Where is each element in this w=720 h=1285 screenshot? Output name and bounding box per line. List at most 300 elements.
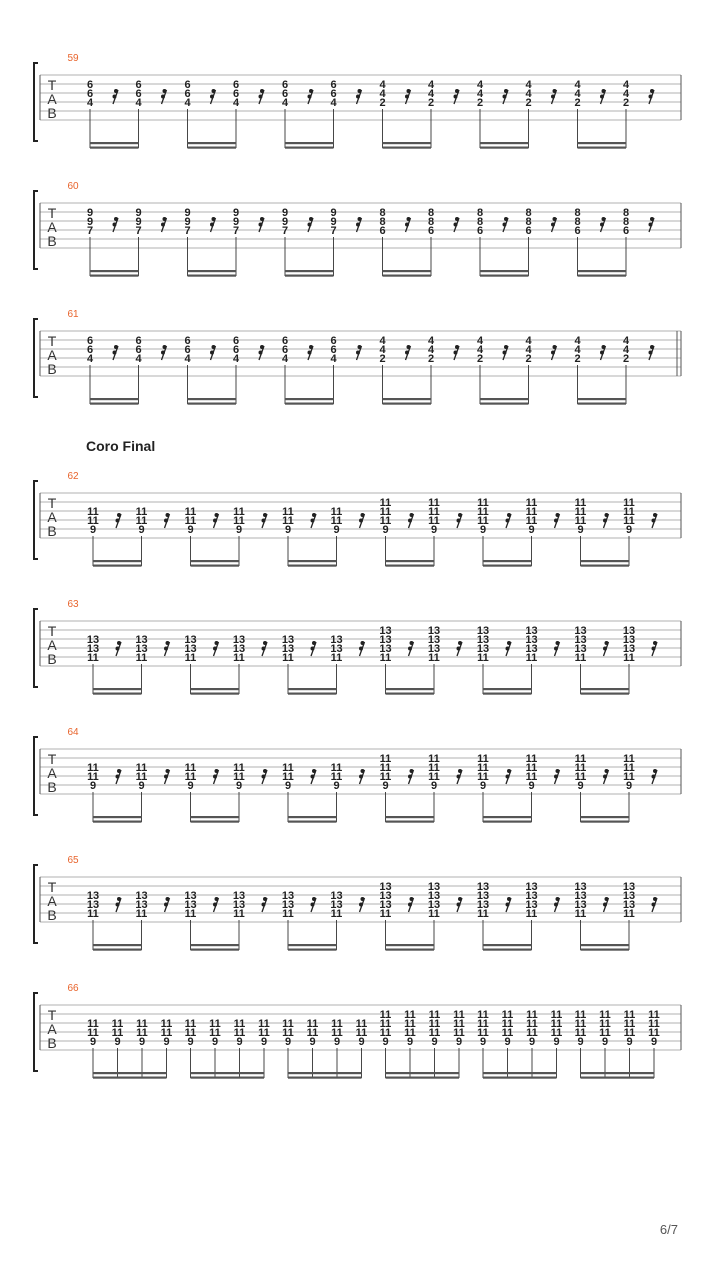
rest-flag-dot — [603, 647, 607, 651]
beam-primary — [188, 275, 237, 277]
fret-number: 7 — [135, 225, 142, 237]
tab-clef-b: B — [47, 233, 57, 249]
fret-number: 13 — [476, 634, 490, 646]
fret-number: 11 — [525, 515, 538, 527]
fret-number: 13 — [281, 643, 295, 655]
beam-primary — [483, 821, 532, 823]
fret-number: 11 — [525, 506, 538, 518]
rest-flag-dot — [358, 217, 362, 221]
rest-flag-dot — [408, 519, 412, 523]
rest-flag-dot — [166, 641, 170, 645]
beam-secondary — [383, 398, 432, 400]
beam-secondary — [188, 398, 237, 400]
fret-number: 9 — [86, 207, 94, 219]
rest-flag-dot — [359, 775, 363, 779]
beam-primary — [386, 1077, 460, 1079]
system-bracket — [34, 319, 38, 397]
fret-number: 11 — [87, 771, 99, 783]
fret-number: 4 — [622, 335, 630, 347]
rest-flag-dot — [650, 345, 654, 349]
fret-number: 9 — [333, 524, 340, 536]
tab-system-60 — [34, 181, 681, 277]
beam-primary — [188, 403, 237, 405]
rest-flag-dot — [603, 775, 607, 779]
fret-number: 13 — [184, 899, 197, 911]
rest-flag-dot — [312, 897, 316, 901]
fret-number: 13 — [525, 634, 538, 646]
rest-flag-dot — [359, 519, 363, 523]
rest-flag-dot — [554, 519, 558, 523]
rest-flag-dot — [311, 903, 315, 907]
fret-number: 13 — [135, 899, 148, 911]
beam-primary — [191, 821, 240, 823]
fret-number: 9 — [284, 1036, 292, 1048]
tab-system-64 — [34, 727, 681, 823]
rest-flag-dot — [649, 351, 653, 355]
measure-number: 64 — [67, 727, 79, 738]
rest-flag-dot — [602, 217, 606, 221]
measure-number: 61 — [67, 309, 79, 320]
fret-number: 4 — [86, 97, 94, 109]
rest-flag-dot — [553, 89, 557, 93]
fret-number: 11 — [526, 1009, 538, 1021]
fret-number: 9 — [284, 780, 292, 792]
fret-number: 4 — [281, 97, 289, 109]
fret-number: 9 — [431, 1036, 438, 1048]
fret-number: 11 — [355, 1018, 368, 1030]
fret-number: 6 — [135, 79, 142, 91]
rest-flag-dot — [652, 775, 656, 779]
fret-number: 4 — [525, 335, 532, 347]
fret-number: 11 — [135, 908, 148, 920]
fret-number: 8 — [379, 216, 386, 228]
beam-primary — [191, 693, 240, 695]
fret-number: 4 — [427, 335, 435, 347]
rest-flag-dot — [262, 519, 266, 523]
rest-flag-dot — [504, 217, 508, 221]
rest-flag-dot — [166, 769, 170, 773]
beam-secondary — [483, 944, 532, 946]
tab-clef-t: T — [47, 879, 57, 895]
fret-number: 11 — [379, 908, 392, 920]
rest-flag-dot — [410, 897, 414, 901]
fret-number: 11 — [623, 1027, 636, 1039]
rest-flag-dot — [649, 95, 653, 99]
beam-secondary — [191, 688, 240, 690]
rest-flag-dot — [405, 223, 409, 227]
rest-flag-dot — [407, 217, 411, 221]
fret-number: 13 — [622, 634, 636, 646]
beam-primary — [581, 949, 630, 951]
rest-flag-dot — [262, 775, 266, 779]
tab-clef-b: B — [47, 651, 57, 667]
fret-number: 11 — [623, 771, 635, 783]
fret-number: 6 — [86, 79, 94, 91]
fret-number: 11 — [453, 1018, 465, 1030]
fret-number: 11 — [525, 652, 538, 664]
rest-flag-dot — [554, 775, 558, 779]
fret-number: 9 — [553, 1036, 560, 1048]
rest-flag-dot — [603, 903, 607, 907]
tab-system-59 — [34, 53, 681, 149]
fret-number: 9 — [650, 1036, 658, 1048]
fret-number: 11 — [574, 497, 587, 509]
tab-clef-a: A — [47, 509, 57, 525]
fret-number: 11 — [428, 771, 440, 783]
fret-number: 11 — [111, 1018, 124, 1030]
fret-number: 9 — [625, 524, 633, 536]
beam-secondary — [188, 270, 237, 272]
rest-flag-dot — [215, 513, 219, 517]
fret-number: 6 — [86, 344, 94, 356]
rest-flag-dot — [117, 513, 121, 517]
beam-primary — [285, 403, 334, 405]
rest-flag-dot — [113, 95, 117, 99]
beam-primary — [578, 275, 627, 277]
fret-number: 9 — [430, 524, 438, 536]
tab-clef-a: A — [47, 91, 57, 107]
fret-number: 11 — [258, 1018, 270, 1030]
rest-flag-dot — [653, 513, 657, 517]
fret-number: 9 — [89, 780, 97, 792]
fret-number: 13 — [525, 881, 538, 893]
fret-number: 4 — [232, 353, 240, 365]
fret-number: 11 — [574, 1009, 587, 1021]
fret-number: 9 — [479, 524, 487, 536]
fret-number: 6 — [622, 225, 630, 237]
fret-number: 11 — [428, 515, 440, 527]
fret-number: 11 — [477, 1009, 489, 1021]
fret-number: 4 — [574, 335, 581, 347]
rest-flag-dot — [359, 647, 363, 651]
fret-number: 11 — [379, 1009, 392, 1021]
fret-number: 13 — [86, 890, 100, 902]
rest-flag-dot — [116, 775, 120, 779]
rest-flag-dot — [458, 641, 462, 645]
fret-number: 6 — [184, 344, 191, 356]
fret-number: 13 — [379, 899, 392, 911]
fret-number: 11 — [428, 1009, 441, 1021]
tab-clef-t: T — [47, 205, 57, 221]
rest-flag-dot — [262, 903, 266, 907]
fret-number: 11 — [526, 1018, 538, 1030]
rest-flag-dot — [458, 769, 462, 773]
fret-number: 13 — [622, 881, 636, 893]
rest-flag-dot — [312, 513, 316, 517]
fret-number: 13 — [232, 643, 246, 655]
fret-number: 13 — [574, 899, 587, 911]
beam-primary — [90, 403, 139, 405]
measure-number: 66 — [67, 983, 79, 994]
beam-secondary — [483, 688, 532, 690]
rest-flag-dot — [213, 903, 217, 907]
beam-primary — [288, 949, 337, 951]
rest-flag-dot — [308, 223, 312, 227]
section-marker: Coro Final — [86, 438, 156, 454]
beam-secondary — [581, 688, 630, 690]
rest-flag-dot — [116, 903, 120, 907]
rest-flag-dot — [166, 897, 170, 901]
fret-number: 11 — [525, 762, 538, 774]
fret-number: 9 — [382, 1036, 389, 1048]
fret-number: 9 — [138, 1036, 146, 1048]
fret-number: 11 — [379, 506, 392, 518]
rest-flag-dot — [506, 647, 510, 651]
beam-secondary — [483, 1072, 557, 1074]
fret-number: 11 — [379, 1027, 392, 1039]
fret-number: 9 — [626, 1036, 633, 1048]
rest-flag-dot — [210, 351, 214, 355]
tab-system-61 — [34, 309, 681, 405]
fret-number: 6 — [379, 225, 386, 237]
fret-number: 9 — [187, 1036, 194, 1048]
tab-clef-t: T — [47, 77, 57, 93]
fret-number: 11 — [574, 652, 587, 664]
rest-flag-dot — [116, 519, 120, 523]
beam-secondary — [386, 688, 435, 690]
tab-clef-b: B — [47, 1035, 57, 1051]
tab-clef-a: A — [47, 637, 57, 653]
fret-number: 11 — [87, 515, 99, 527]
fret-number: 11 — [258, 1027, 270, 1039]
beam-secondary — [93, 816, 142, 818]
beam-secondary — [93, 688, 142, 690]
fret-number: 4 — [184, 353, 191, 365]
fret-number: 13 — [525, 625, 538, 637]
rest-flag-dot — [605, 897, 609, 901]
fret-number: 13 — [379, 643, 392, 655]
fret-number: 9 — [455, 1036, 463, 1048]
rest-flag-dot — [114, 345, 118, 349]
fret-number: 9 — [235, 780, 243, 792]
fret-number: 9 — [330, 216, 337, 228]
beam-primary — [386, 693, 435, 695]
fret-number: 4 — [622, 344, 630, 356]
fret-number: 4 — [281, 353, 289, 365]
rest-flag-dot — [506, 775, 510, 779]
beam-secondary — [90, 398, 139, 400]
fret-number: 4 — [379, 79, 386, 91]
fret-number: 9 — [528, 1036, 536, 1048]
fret-number: 13 — [330, 634, 343, 646]
fret-number: 8 — [476, 207, 484, 219]
fret-number: 13 — [135, 643, 148, 655]
rest-flag-dot — [117, 897, 121, 901]
fret-number: 6 — [86, 88, 94, 100]
rest-flag-dot — [457, 647, 461, 651]
fret-number: 11 — [623, 506, 635, 518]
fret-number: 11 — [379, 753, 392, 765]
beam-primary — [191, 1077, 265, 1079]
fret-number: 11 — [525, 753, 538, 765]
rest-flag-dot — [551, 95, 555, 99]
fret-number: 9 — [184, 207, 191, 219]
rest-flag-dot — [554, 903, 558, 907]
beam-secondary — [383, 270, 432, 272]
fret-number: 2 — [622, 97, 630, 109]
tab-clef-t: T — [47, 1007, 57, 1023]
rest-flag-dot — [213, 519, 217, 523]
fret-number: 11 — [574, 1027, 587, 1039]
fret-number: 6 — [330, 344, 337, 356]
fret-number: 11 — [282, 771, 294, 783]
fret-number: 11 — [330, 908, 343, 920]
beam-secondary — [386, 816, 435, 818]
fret-number: 13 — [574, 890, 587, 902]
beam-secondary — [480, 142, 529, 144]
fret-number: 9 — [358, 1036, 365, 1048]
rest-flag-dot — [166, 513, 170, 517]
rest-flag-dot — [454, 351, 458, 355]
fret-number: 13 — [622, 890, 636, 902]
fret-number: 13 — [574, 881, 587, 893]
fret-number: 9 — [577, 1036, 584, 1048]
rest-flag-dot — [603, 519, 607, 523]
fret-number: 11 — [501, 1018, 514, 1030]
fret-number: 11 — [379, 771, 392, 783]
fret-number: 8 — [622, 216, 630, 228]
fret-number: 2 — [574, 97, 581, 109]
beam-secondary — [581, 816, 630, 818]
fret-number: 11 — [306, 1018, 319, 1030]
fret-number: 11 — [477, 753, 489, 765]
fret-number: 11 — [428, 506, 440, 518]
rest-flag-dot — [556, 641, 560, 645]
measure-number: 60 — [67, 181, 79, 192]
rest-flag-dot — [164, 775, 168, 779]
fret-number: 11 — [209, 1018, 221, 1030]
tab-clef-b: B — [47, 361, 57, 377]
beam-secondary — [483, 816, 532, 818]
beam-primary — [285, 275, 334, 277]
rest-flag-dot — [405, 351, 409, 355]
fret-number: 13 — [379, 890, 392, 902]
fret-number: 9 — [184, 216, 191, 228]
fret-number: 6 — [330, 79, 337, 91]
beam-primary — [93, 949, 142, 951]
tab-clef-a: A — [47, 219, 57, 235]
fret-number: 11 — [453, 1009, 465, 1021]
fret-number: 6 — [86, 335, 94, 347]
fret-number: 13 — [574, 634, 587, 646]
fret-number: 11 — [599, 1009, 611, 1021]
beam-secondary — [386, 944, 435, 946]
rest-flag-dot — [263, 641, 267, 645]
fret-number: 11 — [136, 1018, 148, 1030]
rest-flag-dot — [410, 769, 414, 773]
beam-primary — [191, 949, 240, 951]
beam-primary — [480, 147, 529, 149]
fret-number: 11 — [574, 753, 587, 765]
fret-number: 6 — [525, 225, 532, 237]
system-bracket — [34, 481, 38, 559]
fret-number: 6 — [184, 79, 191, 91]
beam-primary — [581, 565, 630, 567]
rest-flag-dot — [311, 775, 315, 779]
fret-number: 9 — [135, 207, 142, 219]
fret-number: 13 — [525, 643, 538, 655]
beam-primary — [93, 1077, 167, 1079]
rest-flag-dot — [652, 647, 656, 651]
rest-flag-dot — [262, 647, 266, 651]
rest-flag-dot — [653, 641, 657, 645]
rest-flag-dot — [210, 95, 214, 99]
rest-flag-dot — [308, 95, 312, 99]
fret-number: 4 — [330, 353, 337, 365]
fret-number: 9 — [382, 524, 389, 536]
beam-secondary — [93, 560, 142, 562]
rest-flag-dot — [503, 223, 507, 227]
fret-number: 13 — [427, 634, 441, 646]
fret-number: 11 — [282, 908, 294, 920]
beam-primary — [93, 693, 142, 695]
fret-number: 11 — [623, 1018, 636, 1030]
fret-number: 11 — [623, 652, 635, 664]
fret-number: 11 — [233, 515, 245, 527]
rest-flag-dot — [311, 647, 315, 651]
fret-number: 11 — [136, 1027, 148, 1039]
rest-flag-dot — [602, 89, 606, 93]
tab-clef-a: A — [47, 765, 57, 781]
rest-flag-dot — [312, 641, 316, 645]
fret-number: 6 — [574, 225, 581, 237]
fret-number: 11 — [331, 1027, 343, 1039]
beam-secondary — [578, 270, 627, 272]
rest-flag-dot — [259, 351, 263, 355]
fret-number: 13 — [574, 643, 587, 655]
fret-number: 11 — [111, 1027, 124, 1039]
beam-primary — [578, 147, 627, 149]
beam-secondary — [93, 1072, 167, 1074]
system-bracket — [34, 63, 38, 141]
fret-number: 13 — [622, 625, 636, 637]
fret-number: 9 — [406, 1036, 414, 1048]
rest-flag-dot — [117, 641, 121, 645]
fret-number: 9 — [232, 216, 240, 228]
beam-primary — [93, 821, 142, 823]
fret-number: 11 — [525, 908, 538, 920]
fret-number: 11 — [574, 908, 587, 920]
fret-number: 11 — [428, 908, 440, 920]
rest-flag-dot — [455, 345, 459, 349]
fret-number: 2 — [622, 353, 630, 365]
fret-number: 13 — [427, 625, 441, 637]
rest-flag-dot — [650, 89, 654, 93]
beam-primary — [386, 821, 435, 823]
fret-number: 4 — [379, 335, 386, 347]
beam-secondary — [191, 560, 240, 562]
fret-number: 11 — [306, 1027, 319, 1039]
fret-number: 11 — [135, 652, 148, 664]
beam-secondary — [581, 1072, 655, 1074]
fret-number: 11 — [331, 1018, 343, 1030]
beam-secondary — [288, 944, 337, 946]
rest-flag-dot — [553, 345, 557, 349]
fret-number: 11 — [184, 652, 197, 664]
fret-number: 11 — [87, 652, 99, 664]
beam-primary — [383, 403, 432, 405]
fret-number: 11 — [87, 1027, 99, 1039]
fret-number: 11 — [623, 497, 635, 509]
rest-flag-dot — [605, 513, 609, 517]
fret-number: 11 — [282, 506, 294, 518]
rest-flag-dot — [361, 897, 365, 901]
fret-number: 8 — [574, 216, 581, 228]
rest-flag-dot — [458, 513, 462, 517]
beam-secondary — [288, 1072, 362, 1074]
beam-primary — [581, 821, 630, 823]
rest-flag-dot — [163, 217, 167, 221]
